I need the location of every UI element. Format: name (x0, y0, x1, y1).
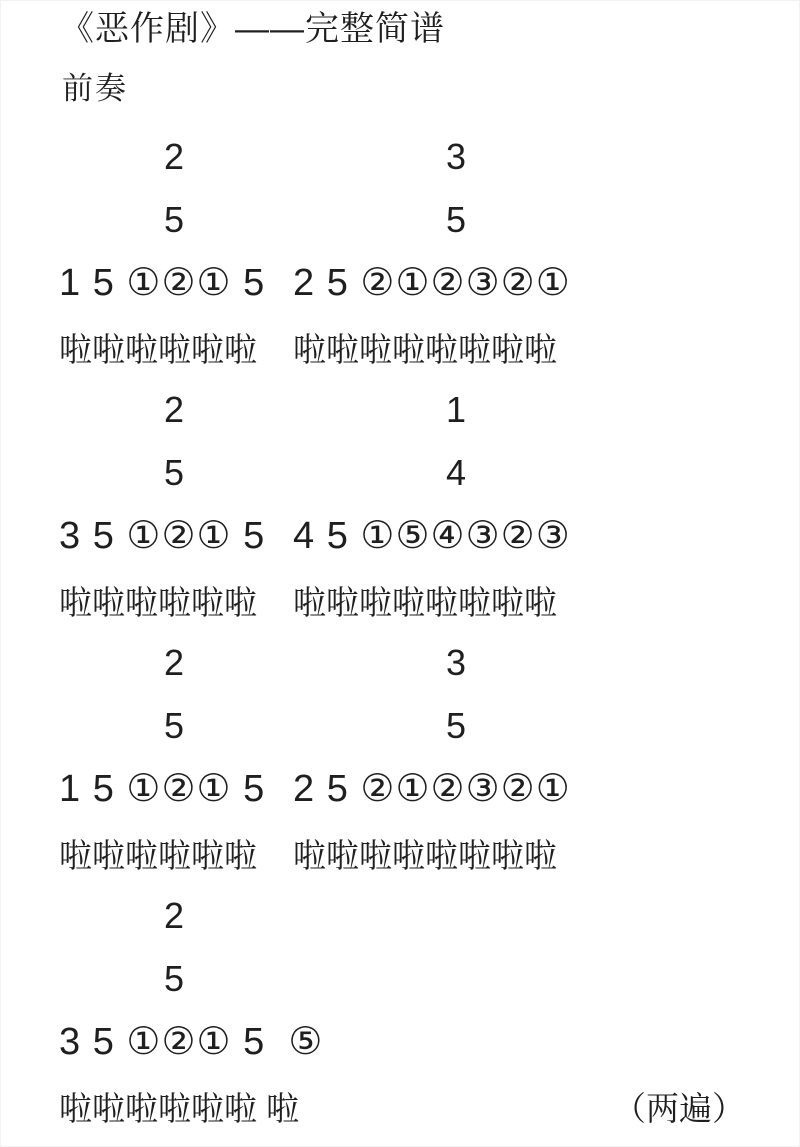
repeat-twice-note: （两遍） (613, 1090, 745, 1127)
upper-note-left: 2 (163, 136, 185, 177)
lower-note-right: 5 (445, 199, 467, 240)
melody-line-left: 1 5 ①②① 5 (59, 768, 266, 810)
upper-note-right: 3 (445, 642, 467, 683)
lower-note-left: 5 (163, 199, 185, 240)
melody-line-right: 2 5 ②①②③②① (293, 262, 571, 304)
melody-line-right: 2 5 ②①②③②① (293, 768, 571, 810)
lower-note-left: 5 (163, 452, 185, 493)
upper-note-left: 2 (163, 642, 185, 683)
lyrics-line-right: 啦啦啦啦啦啦啦啦 (293, 837, 557, 874)
prelude-label: 前奏 (62, 71, 128, 106)
upper-note-left: 2 (163, 895, 185, 936)
upper-note-left: 2 (163, 389, 185, 430)
page-title: 《恶作剧》——完整简谱 (60, 10, 445, 48)
lyrics-line-left: 啦啦啦啦啦啦 (59, 837, 257, 874)
lyrics-line-left: 啦啦啦啦啦啦 (59, 331, 257, 368)
upper-note-right: 3 (445, 136, 467, 177)
upper-note-right: 1 (445, 389, 467, 430)
lyrics-line-right: 啦啦啦啦啦啦啦啦 (293, 584, 557, 621)
melody-line-right: 4 5 ①⑤④③②③ (293, 515, 571, 557)
melody-line-left: 1 5 ①②① 5 (59, 262, 266, 304)
lower-note-right: 4 (445, 452, 467, 493)
melody-line-left: 3 5 ①②① 5 ⑤ (59, 1021, 324, 1063)
lower-note-right: 5 (445, 705, 467, 746)
lyrics-line-left: 啦啦啦啦啦啦 啦 (59, 1090, 300, 1127)
lower-note-left: 5 (163, 958, 185, 999)
lyrics-line-left: 啦啦啦啦啦啦 (59, 584, 257, 621)
lyrics-line-right: 啦啦啦啦啦啦啦啦 (293, 331, 557, 368)
melody-line-left: 3 5 ①②① 5 (59, 515, 266, 557)
lower-note-left: 5 (163, 705, 185, 746)
